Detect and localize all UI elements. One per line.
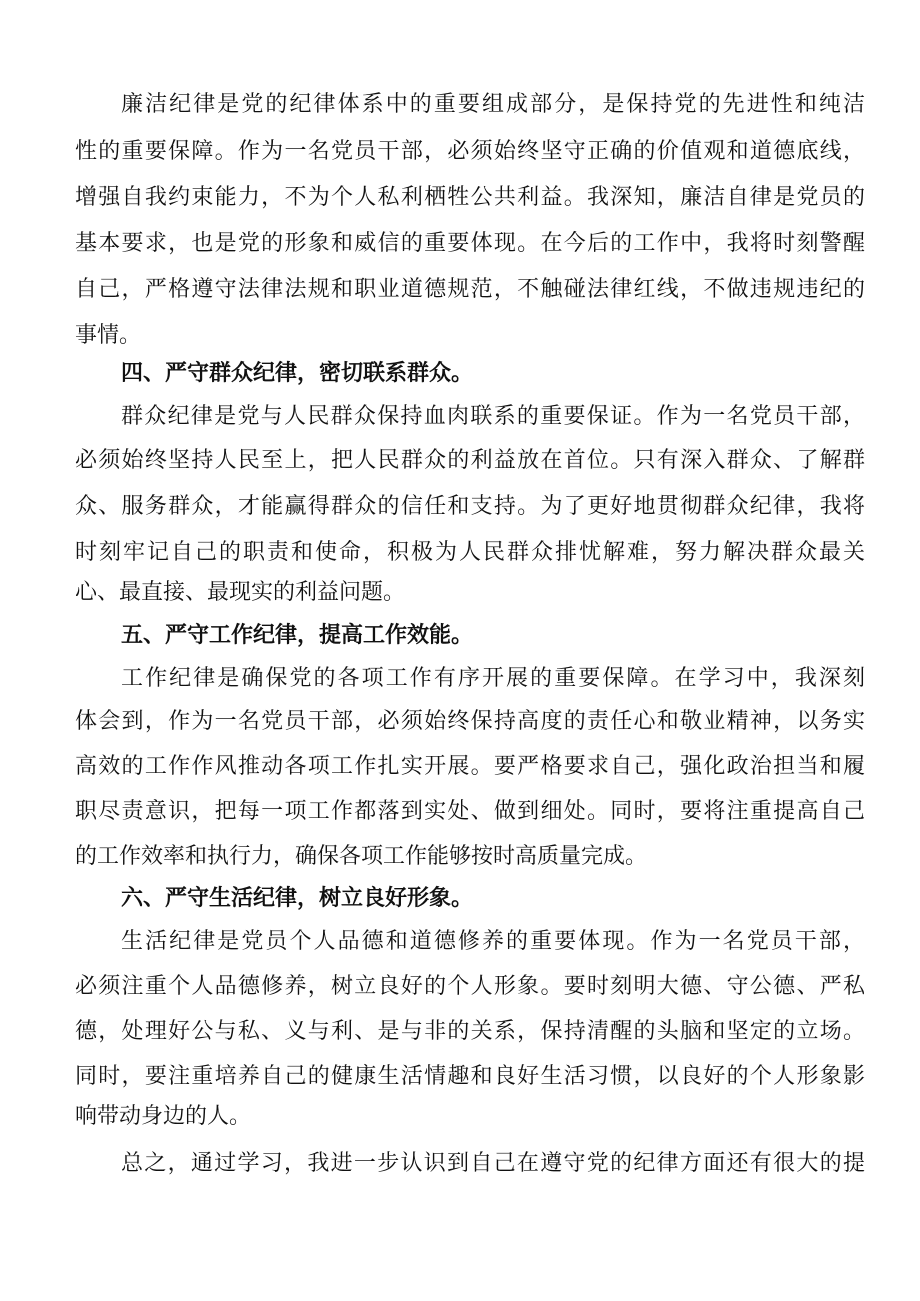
paragraph-line: 必须始终坚持人民至上，把人民群众的利益放在首位。只有深入群众、了解群 [75, 448, 865, 473]
paragraph-line: 自己，严格遵守法律法规和职业道德规范，不触碰法律红线，不做违规违纪的 [75, 277, 865, 302]
section-heading-5: 五、严守工作纪律，提高工作效能。 [121, 623, 474, 648]
paragraph-line: 生活纪律是党员个人品德和道德修养的重要体现。作为一名党员干部， [121, 929, 865, 954]
paragraph-line: 总之，通过学习，我进一步认识到自己在遵守党的纪律方面还有很大的提 [121, 1151, 865, 1176]
section-heading-6: 六、严守生活纪律，树立良好形象。 [121, 886, 474, 911]
paragraph-line: 事情。 [75, 323, 142, 348]
paragraph-line: 群众纪律是党与人民群众保持血肉联系的重要保证。作为一名党员干部， [121, 404, 865, 429]
paragraph-line: 基本要求，也是党的形象和威信的重要体现。在今后的工作中，我将时刻警醒 [75, 231, 865, 256]
paragraph-line: 同时，要注重培养自己的健康生活情趣和良好生活习惯，以良好的个人形象影 [75, 1064, 865, 1089]
paragraph-line: 响带动身边的人。 [75, 1104, 252, 1129]
paragraph-line: 工作纪律是确保党的各项工作有序开展的重要保障。在学习中，我深刻 [121, 666, 865, 691]
paragraph-line: 职尽责意识，把每一项工作都落到实处、做到细处。同时，要将注重提高自己 [75, 799, 865, 824]
paragraph-line: 体会到，作为一名党员干部，必须始终保持高度的责任心和敬业精神，以务实 [75, 709, 865, 734]
paragraph-line: 性的重要保障。作为一名党员干部，必须始终坚守正确的价值观和道德底线， [75, 139, 865, 164]
paragraph-line: 心、最直接、最现实的利益问题。 [75, 580, 406, 605]
paragraph-line: 时刻牢记自己的职责和使命，积极为人民群众排忧解难，努力解决群众最关 [75, 540, 865, 565]
paragraph-line: 众、服务群众，才能赢得群众的信任和支持。为了更好地贯彻群众纪律，我将 [75, 494, 865, 519]
paragraph-line: 增强自我约束能力，不为个人私利栖牲公共利益。我深知，廉洁自律是党员的 [75, 185, 865, 210]
paragraph-line: 德，处理好公与私、义与利、是与非的关系，保持清醒的头脑和坚定的立场。 [75, 1019, 865, 1044]
paragraph-line: 高效的工作作风推动各项工作扎实开展。要严格要求自己，强化政治担当和履 [75, 754, 865, 779]
section-heading-4: 四、严守群众纪律，密切联系群众。 [121, 361, 474, 386]
paragraph-line: 的工作效率和执行力，确保各项工作能够按时高质量完成。 [75, 844, 648, 869]
paragraph-line: 廉洁纪律是党的纪律体系中的重要组成部分，是保持党的先进性和纯洁 [121, 92, 865, 117]
paragraph-line: 必须注重个人品德修养，树立良好的个人形象。要时刻明大德、守公德、严私 [75, 974, 865, 999]
